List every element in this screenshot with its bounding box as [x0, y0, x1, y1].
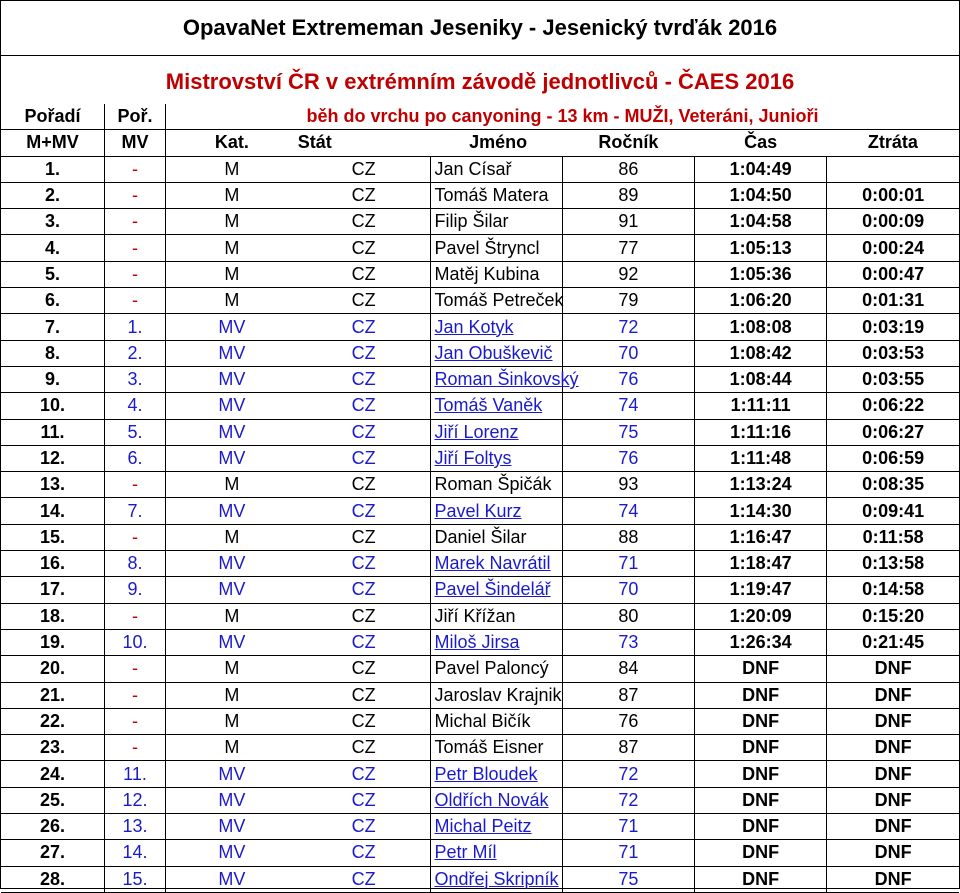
name-cell: [430, 708, 562, 734]
stat-cell: CZ: [298, 445, 430, 471]
name-cell: [430, 156, 562, 182]
table-row: [1, 629, 959, 655]
poradi-cell: 19.: [1, 629, 105, 655]
kat-cell: M: [166, 472, 298, 498]
table-row: [1, 551, 959, 577]
results-table: [1, 104, 959, 893]
kat-cell: MV: [166, 814, 298, 840]
poradi-cell: 8.: [1, 340, 105, 366]
cas-cell: 1:05:13: [695, 235, 827, 261]
rocnik-cell: 80: [562, 603, 694, 629]
name-cell: [430, 472, 562, 498]
mv-cell: 7.: [105, 498, 166, 524]
name-cell: [430, 866, 562, 892]
kat-cell: M: [166, 209, 298, 235]
athlete-name: Jaroslav Krajnik: [434, 684, 562, 705]
stat-cell: CZ: [298, 393, 430, 419]
name-cell: [430, 656, 562, 682]
cas-cell: 1:08:44: [695, 366, 827, 392]
header-ztrata: Ztráta: [827, 130, 959, 156]
rocnik-cell: 74: [562, 498, 694, 524]
mv-cell: 13.: [105, 814, 166, 840]
kat-cell: M: [166, 656, 298, 682]
ztrata-cell: DNF: [827, 682, 959, 708]
cas-cell: 1:04:49: [695, 156, 827, 182]
name-cell: [430, 682, 562, 708]
ztrata-cell: 0:00:09: [827, 209, 959, 235]
table-row: [1, 288, 959, 314]
cas-cell: 1:11:11: [695, 393, 827, 419]
ztrata-cell: 0:06:59: [827, 445, 959, 471]
poradi-cell: 9.: [1, 366, 105, 392]
mv-cell: -: [105, 682, 166, 708]
rocnik-cell: 71: [562, 551, 694, 577]
athlete-name: Jiří Křížan: [434, 605, 516, 626]
cas-cell: DNF: [695, 708, 827, 734]
poradi-cell: 10.: [1, 393, 105, 419]
rocnik-cell: 87: [562, 682, 694, 708]
name-cell: [430, 603, 562, 629]
header-cas: Čas: [695, 130, 827, 156]
ztrata-cell: DNF: [827, 814, 959, 840]
cas-cell: DNF: [695, 814, 827, 840]
mv-cell: 9.: [105, 577, 166, 603]
table-row: [1, 682, 959, 708]
ztrata-cell: 0:00:01: [827, 182, 959, 208]
rocnik-cell: 76: [562, 708, 694, 734]
athlete-name: Petr Míl: [434, 842, 497, 863]
mv-cell: -: [105, 708, 166, 734]
athlete-name: Oldřích Novák: [434, 789, 549, 810]
stat-cell: CZ: [298, 866, 430, 892]
rocnik-cell: 93: [562, 472, 694, 498]
kat-cell: M: [166, 261, 298, 287]
kat-cell: MV: [166, 366, 298, 392]
poradi-cell: 4.: [1, 235, 105, 261]
name-cell: [430, 840, 562, 866]
stat-cell: CZ: [298, 366, 430, 392]
poradi-cell: 24.: [1, 761, 105, 787]
kat-cell: MV: [166, 787, 298, 813]
name-cell: [430, 366, 579, 392]
table-row: [1, 577, 959, 603]
athlete-name: Jan Kotyk: [434, 316, 514, 337]
ztrata-cell: DNF: [827, 761, 959, 787]
mv-cell: 14.: [105, 840, 166, 866]
cas-cell: 1:11:16: [695, 419, 827, 445]
rocnik-cell: 75: [562, 419, 694, 445]
mv-cell: 10.: [105, 629, 166, 655]
rocnik-cell: 88: [562, 524, 694, 550]
stat-cell: CZ: [298, 182, 430, 208]
poradi-cell: 12.: [1, 445, 105, 471]
stat-cell: CZ: [298, 235, 430, 261]
ztrata-cell: 0:03:55: [827, 366, 959, 392]
ztrata-cell: 0:03:19: [827, 314, 959, 340]
athlete-name: Michal Peitz: [434, 816, 532, 837]
mv-cell: 6.: [105, 445, 166, 471]
athlete-name: Petr Bloudek: [434, 763, 538, 784]
table-row: [1, 866, 959, 892]
athlete-name: Pavel Paloncý: [434, 658, 549, 679]
ztrata-cell: [827, 156, 959, 182]
poradi-cell: 13.: [1, 472, 105, 498]
name-cell: [430, 551, 562, 577]
ztrata-cell: 0:15:20: [827, 603, 959, 629]
poradi-cell: 26.: [1, 814, 105, 840]
table-row: [1, 656, 959, 682]
name-cell: [430, 761, 562, 787]
ztrata-cell: 0:00:24: [827, 235, 959, 261]
ztrata-cell: 0:21:45: [827, 629, 959, 655]
athlete-name: Jan Císař: [434, 158, 512, 179]
poradi-cell: 20.: [1, 656, 105, 682]
name-cell: [430, 340, 562, 366]
mv-cell: 1.: [105, 314, 166, 340]
cas-cell: 1:13:24: [695, 472, 827, 498]
page-title: OpavaNet Extrememan Jeseniky - Jesenický tvrďák 2016: [1, 1, 959, 56]
ztrata-cell: 0:06:22: [827, 393, 959, 419]
table-row: [1, 366, 959, 392]
ztrata-cell: DNF: [827, 866, 959, 892]
poradi-cell: 15.: [1, 524, 105, 550]
athlete-name: Pavel Štryncl: [434, 237, 540, 258]
table-row: [1, 156, 959, 182]
name-cell: [430, 209, 562, 235]
poradi-cell: 18.: [1, 603, 105, 629]
kat-cell: MV: [166, 866, 298, 892]
ztrata-cell: 0:00:47: [827, 261, 959, 287]
table-row: [1, 209, 959, 235]
stat-cell: CZ: [298, 288, 430, 314]
kat-cell: M: [166, 682, 298, 708]
mv-cell: 11.: [105, 761, 166, 787]
athlete-name: Tomáš Matera: [434, 185, 549, 206]
stat-cell: CZ: [298, 419, 430, 445]
rocnik-cell: 70: [562, 577, 694, 603]
table-row: [1, 524, 959, 550]
athlete-name: Tomáš Eisner: [434, 737, 544, 758]
stat-cell: CZ: [298, 814, 430, 840]
name-cell: [430, 524, 562, 550]
athlete-name: Jiří Foltys: [434, 448, 512, 468]
poradi-cell: 17.: [1, 577, 105, 603]
kat-cell: MV: [166, 393, 298, 419]
athlete-name: Roman Šinkovský: [434, 369, 579, 390]
cas-cell: DNF: [695, 761, 827, 787]
header-poradi: Pořadí: [1, 104, 105, 130]
ztrata-cell: 0:09:41: [827, 498, 959, 524]
athlete-name: Jan Obuškevič: [434, 342, 553, 363]
name-cell: [430, 577, 562, 603]
rocnik-cell: 73: [562, 629, 694, 655]
name-cell: [430, 629, 562, 655]
poradi-cell: 1.: [1, 156, 105, 182]
cas-cell: 1:20:09: [695, 603, 827, 629]
mv-cell: -: [105, 182, 166, 208]
stat-cell: CZ: [298, 761, 430, 787]
table-row: [1, 787, 959, 813]
rocnik-cell: 79: [562, 288, 694, 314]
mv-cell: -: [105, 209, 166, 235]
rocnik-cell: 76: [562, 445, 694, 471]
kat-cell: M: [166, 603, 298, 629]
stat-cell: CZ: [298, 840, 430, 866]
table-row: [1, 314, 959, 340]
kat-cell: M: [166, 156, 298, 182]
mv-cell: 3.: [105, 366, 166, 392]
athlete-name: Michal Bičík: [434, 710, 531, 731]
rocnik-cell: 71: [562, 814, 694, 840]
stat-cell: CZ: [298, 735, 430, 761]
stat-cell: CZ: [298, 787, 430, 813]
rocnik-cell: 91: [562, 209, 694, 235]
poradi-cell: 16.: [1, 551, 105, 577]
stat-cell: CZ: [298, 629, 430, 655]
kat-cell: MV: [166, 445, 298, 471]
cas-cell: DNF: [695, 735, 827, 761]
rocnik-cell: 89: [562, 182, 694, 208]
cas-cell: 1:05:36: [695, 261, 827, 287]
kat-cell: M: [166, 735, 298, 761]
rocnik-cell: 92: [562, 261, 694, 287]
athlete-name: Miloš Jirsa: [434, 632, 520, 653]
poradi-cell: 14.: [1, 498, 105, 524]
rocnik-cell: 74: [562, 393, 694, 419]
name-cell: [430, 288, 562, 314]
mv-cell: -: [105, 656, 166, 682]
table-row: [1, 235, 959, 261]
poradi-cell: 11.: [1, 419, 105, 445]
header-mmv: M+MV: [1, 130, 105, 156]
name-cell: [430, 261, 562, 287]
poradi-cell: 27.: [1, 840, 105, 866]
name-cell: [430, 735, 562, 761]
athlete-name: Roman Špičák: [434, 474, 552, 495]
ztrata-cell: DNF: [827, 840, 959, 866]
cas-cell: DNF: [695, 787, 827, 813]
stat-cell: CZ: [298, 524, 430, 550]
athlete-name: Daniel Šilar: [434, 526, 527, 547]
stat-cell: CZ: [298, 261, 430, 287]
rocnik-cell: 76: [562, 366, 694, 392]
mv-cell: 2.: [105, 340, 166, 366]
header-row-1: [1, 104, 959, 130]
name-cell: [430, 498, 562, 524]
name-cell: [430, 445, 562, 471]
mv-cell: -: [105, 156, 166, 182]
page-subtitle: Mistrovství ČR v extrémním závodě jednotlivců - ČAES 2016: [165, 69, 795, 94]
stat-cell: CZ: [298, 340, 430, 366]
table-row: [1, 340, 959, 366]
ztrata-cell: 0:01:31: [827, 288, 959, 314]
stat-cell: CZ: [298, 314, 430, 340]
ztrata-cell: DNF: [827, 787, 959, 813]
ztrata-cell: DNF: [827, 656, 959, 682]
table-row: [1, 182, 959, 208]
stat-cell: CZ: [298, 498, 430, 524]
cas-cell: DNF: [695, 656, 827, 682]
stat-cell: CZ: [298, 472, 430, 498]
cas-cell: 1:16:47: [695, 524, 827, 550]
mv-cell: -: [105, 472, 166, 498]
cas-cell: 1:14:30: [695, 498, 827, 524]
poradi-cell: 5.: [1, 261, 105, 287]
poradi-cell: 23.: [1, 735, 105, 761]
mv-cell: -: [105, 261, 166, 287]
name-cell: [430, 419, 562, 445]
cas-cell: 1:04:50: [695, 182, 827, 208]
table-row: [1, 840, 959, 866]
name-cell: [430, 814, 562, 840]
table-row: [1, 735, 959, 761]
athlete-name: Marek Navrátil: [434, 553, 551, 574]
kat-cell: MV: [166, 761, 298, 787]
header-jmeno: Jméno: [430, 130, 562, 156]
table-row: [1, 419, 959, 445]
category-label: běh do vrchu po canyoning - 13 km - MUŽI, Veteráni, Junioři: [306, 106, 819, 127]
mv-cell: 8.: [105, 551, 166, 577]
kat-cell: M: [166, 182, 298, 208]
poradi-cell: 2.: [1, 182, 105, 208]
ztrata-cell: 0:11:58: [827, 524, 959, 550]
name-cell: [430, 235, 562, 261]
stat-cell: CZ: [298, 577, 430, 603]
mv-cell: -: [105, 735, 166, 761]
mv-cell: 12.: [105, 787, 166, 813]
rocnik-cell: 72: [562, 787, 694, 813]
athlete-name: Pavel Kurz: [434, 500, 522, 521]
ztrata-cell: DNF: [827, 708, 959, 734]
mv-cell: -: [105, 603, 166, 629]
rocnik-cell: 70: [562, 340, 694, 366]
stat-cell: CZ: [298, 551, 430, 577]
cas-cell: DNF: [695, 840, 827, 866]
athlete-name: Jiří Lorenz: [434, 421, 519, 442]
cas-cell: DNF: [695, 866, 827, 892]
kat-cell: MV: [166, 629, 298, 655]
stat-cell: CZ: [298, 682, 430, 708]
stat-cell: CZ: [298, 708, 430, 734]
kat-cell: MV: [166, 340, 298, 366]
mv-cell: -: [105, 288, 166, 314]
table-row: [1, 498, 959, 524]
rocnik-cell: 77: [562, 235, 694, 261]
table-row: [1, 393, 959, 419]
rocnik-cell: 72: [562, 314, 694, 340]
athlete-name: Tomáš Petreček: [434, 290, 564, 311]
ztrata-cell: 0:13:58: [827, 551, 959, 577]
ztrata-cell: 0:06:27: [827, 419, 959, 445]
name-cell: [430, 182, 562, 208]
cas-cell: 1:26:34: [695, 629, 827, 655]
table-row: [1, 472, 959, 498]
kat-cell: M: [166, 524, 298, 550]
cas-cell: 1:18:47: [695, 551, 827, 577]
poradi-cell: 25.: [1, 787, 105, 813]
cas-cell: DNF: [695, 682, 827, 708]
header-por: Poř.: [105, 104, 166, 130]
table-row: [1, 261, 959, 287]
athlete-name: Pavel Šindelář: [434, 579, 551, 600]
kat-cell: MV: [166, 577, 298, 603]
rocnik-cell: 71: [562, 840, 694, 866]
header-stat: Stát: [298, 130, 430, 156]
mv-cell: -: [105, 235, 166, 261]
athlete-name: Filip Šilar: [434, 211, 509, 232]
name-cell: [430, 314, 562, 340]
kat-cell: MV: [166, 840, 298, 866]
cas-cell: 1:08:42: [695, 340, 827, 366]
ztrata-cell: 0:03:53: [827, 340, 959, 366]
ztrata-cell: 0:08:35: [827, 472, 959, 498]
kat-cell: M: [166, 708, 298, 734]
cas-cell: 1:08:08: [695, 314, 827, 340]
poradi-cell: 3.: [1, 209, 105, 235]
cas-cell: 1:11:48: [695, 445, 827, 471]
rocnik-cell: 86: [562, 156, 694, 182]
kat-cell: MV: [166, 419, 298, 445]
poradi-cell: 6.: [1, 288, 105, 314]
rocnik-cell: 84: [562, 656, 694, 682]
table-row: [1, 814, 959, 840]
cas-cell: 1:19:47: [695, 577, 827, 603]
athlete-name: Tomáš Vaněk: [434, 395, 543, 416]
mv-cell: -: [105, 524, 166, 550]
table-row: [1, 761, 959, 787]
header-kat: Kat.: [166, 130, 298, 156]
stat-cell: CZ: [298, 209, 430, 235]
rocnik-cell: 87: [562, 735, 694, 761]
kat-cell: MV: [166, 314, 298, 340]
poradi-cell: 7.: [1, 314, 105, 340]
mv-cell: 4.: [105, 393, 166, 419]
header-rocnik: Ročník: [562, 130, 694, 156]
stat-cell: CZ: [298, 656, 430, 682]
mv-cell: 5.: [105, 419, 166, 445]
athlete-name: Matěj Kubina: [434, 263, 540, 284]
cas-cell: 1:04:58: [695, 209, 827, 235]
table-row: [1, 708, 959, 734]
table-row: [1, 603, 959, 629]
stat-cell: CZ: [298, 603, 430, 629]
name-cell: [430, 787, 562, 813]
cas-cell: 1:06:20: [695, 288, 827, 314]
ztrata-cell: 0:14:58: [827, 577, 959, 603]
header-mv: MV: [105, 130, 166, 156]
kat-cell: MV: [166, 551, 298, 577]
kat-cell: MV: [166, 498, 298, 524]
poradi-cell: 21.: [1, 682, 105, 708]
table-row: [1, 445, 959, 471]
rocnik-cell: 72: [562, 761, 694, 787]
header-row-2: [1, 130, 959, 156]
name-cell: [430, 393, 562, 419]
poradi-cell: 28.: [1, 866, 105, 892]
stat-cell: CZ: [298, 156, 430, 182]
mv-cell: 15.: [105, 866, 166, 892]
athlete-name: Ondřej Skripník: [434, 868, 559, 889]
kat-cell: M: [166, 235, 298, 261]
rocnik-cell: 75: [562, 866, 694, 892]
poradi-cell: 22.: [1, 708, 105, 734]
kat-cell: M: [166, 288, 298, 314]
ztrata-cell: DNF: [827, 735, 959, 761]
